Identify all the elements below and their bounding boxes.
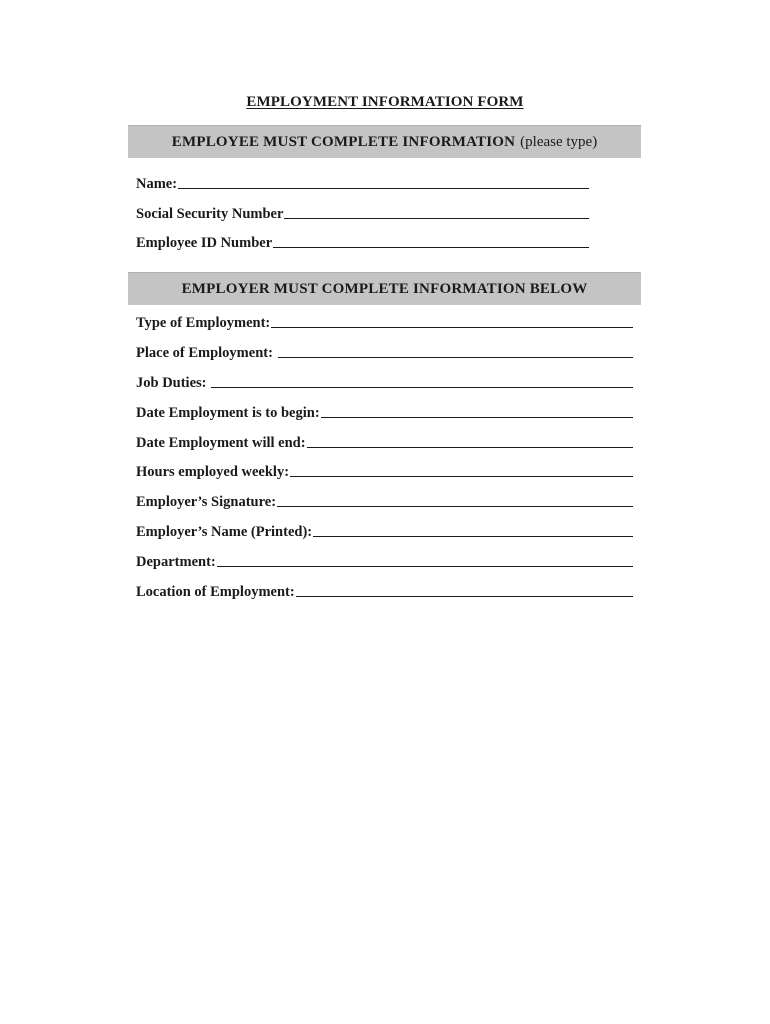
department-label: Department: <box>136 554 216 570</box>
form-title: EMPLOYMENT INFORMATION FORM <box>246 94 524 110</box>
employer-name-row <box>136 520 633 540</box>
date-end-label: Date Employment will end: <box>136 435 306 451</box>
employer-section-heading: EMPLOYER MUST COMPLETE INFORMATION BELOW <box>181 280 588 297</box>
name-input-line[interactable] <box>178 188 589 189</box>
department-input-line[interactable] <box>217 566 633 567</box>
date-begin-label: Date Employment is to begin: <box>136 405 320 421</box>
place-of-employment-label: Place of Employment: <box>136 345 277 361</box>
hours-weekly-row <box>136 460 633 480</box>
job-duties-label: Job Duties: <box>136 375 211 391</box>
employer-signature-input-line[interactable] <box>277 506 633 507</box>
date-end-input-line[interactable] <box>307 447 633 448</box>
employee-section-header <box>128 125 641 158</box>
location-of-employment-input-line[interactable] <box>296 596 633 597</box>
employee-section-note: (please type) <box>520 133 598 150</box>
employee-section-heading: EMPLOYEE MUST COMPLETE INFORMATION <box>171 133 516 150</box>
name-field-row <box>136 172 589 192</box>
job-duties-row <box>136 371 633 391</box>
hours-weekly-input-line[interactable] <box>290 476 633 477</box>
employer-signature-row <box>136 490 633 510</box>
place-of-employment-row <box>136 341 633 361</box>
employee-id-field-row <box>136 231 589 251</box>
location-of-employment-row <box>136 580 633 600</box>
date-begin-row <box>136 401 633 421</box>
job-duties-input-line[interactable] <box>211 387 633 388</box>
department-row <box>136 550 633 570</box>
type-of-employment-input-line[interactable] <box>271 327 633 328</box>
employer-name-label: Employer’s Name (Printed): <box>136 524 313 540</box>
place-of-employment-input-line[interactable] <box>278 357 633 358</box>
employer-name-input-line[interactable] <box>313 536 633 537</box>
type-of-employment-label: Type of Employment: <box>136 315 271 331</box>
hours-weekly-label: Hours employed weekly: <box>136 464 290 480</box>
type-of-employment-row <box>136 311 633 331</box>
employee-id-input-line[interactable] <box>273 247 589 248</box>
ssn-input-line[interactable] <box>284 218 589 219</box>
ssn-field-row <box>136 202 589 222</box>
date-begin-input-line[interactable] <box>321 417 633 418</box>
ssn-label: Social Security Number <box>136 206 284 222</box>
employer-section-header <box>128 272 641 305</box>
employer-signature-label: Employer’s Signature: <box>136 494 277 510</box>
date-end-row <box>136 431 633 451</box>
location-of-employment-label: Location of Employment: <box>136 584 295 600</box>
employee-id-label: Employee ID Number <box>136 235 273 251</box>
name-label: Name: <box>136 176 178 192</box>
